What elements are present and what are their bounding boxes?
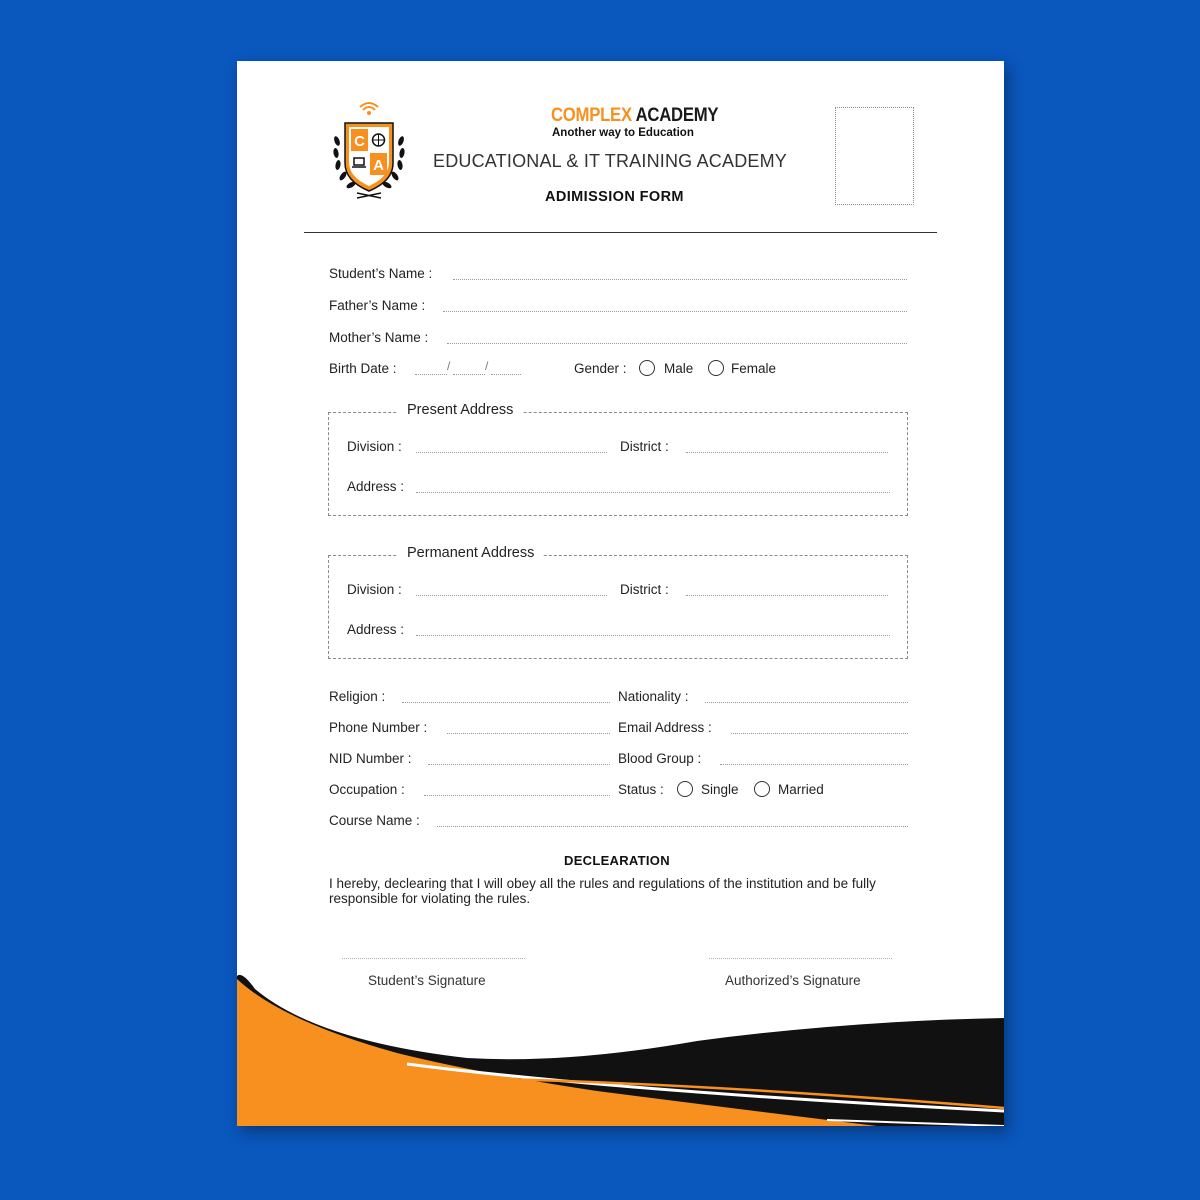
course-name-field[interactable]	[437, 826, 908, 827]
email-address-field[interactable]	[731, 733, 908, 734]
nationality-field[interactable]	[705, 702, 908, 703]
brand-name-part2: ACADEMY	[635, 105, 719, 126]
occupation-field[interactable]	[424, 795, 610, 796]
brand-name-part1: COMPLEX	[551, 105, 632, 126]
present-district-field[interactable]	[686, 452, 888, 453]
permanent-district-field[interactable]	[686, 595, 888, 596]
photo-placeholder[interactable]	[835, 107, 914, 205]
phone-number-label: Phone Number :	[329, 720, 428, 735]
gender-male-radio[interactable]	[639, 360, 655, 376]
logo-letter-a: A	[373, 157, 384, 174]
present-address-field[interactable]	[416, 492, 890, 493]
status-married-label: Married	[778, 782, 824, 797]
mother-name-label: Mother’s Name :	[329, 330, 429, 345]
present-district-label: District :	[620, 439, 669, 454]
birth-year-field[interactable]	[491, 374, 521, 375]
permanent-division-label: Division :	[347, 582, 402, 597]
nid-number-label: NID Number :	[329, 751, 412, 766]
permanent-division-field[interactable]	[416, 595, 607, 596]
occupation-label: Occupation :	[329, 782, 405, 797]
declaration-title: DECLEARATION	[564, 853, 670, 868]
authorized-signature-line[interactable]	[709, 958, 892, 959]
mother-name-field[interactable]	[447, 343, 907, 344]
permanent-address-field[interactable]	[416, 635, 890, 636]
status-label: Status :	[618, 782, 664, 797]
course-name-label: Course Name :	[329, 813, 420, 828]
status-married-radio[interactable]	[754, 781, 770, 797]
nid-number-field[interactable]	[428, 764, 610, 765]
religion-field[interactable]	[402, 702, 610, 703]
student-name-field[interactable]	[453, 279, 907, 280]
gender-female-label: Female	[731, 361, 777, 376]
gender-female-radio[interactable]	[708, 360, 724, 376]
header-divider	[304, 232, 937, 233]
gender-male-label: Male	[664, 361, 694, 376]
present-address-title: Present Address	[398, 402, 522, 418]
brand-tagline: Another way to Education	[552, 127, 694, 139]
birth-date-label: Birth Date :	[329, 361, 397, 376]
birth-day-field[interactable]	[415, 374, 447, 375]
status-single-radio[interactable]	[677, 781, 693, 797]
present-address-box	[328, 402, 908, 516]
permanent-address-title: Permanent Address	[398, 545, 543, 561]
footer-wave-decoration	[237, 961, 1004, 1126]
blood-group-label: Blood Group :	[618, 751, 702, 766]
academy-crest-logo	[329, 101, 409, 201]
student-name-label: Student’s Name :	[329, 266, 433, 281]
admission-form-sheet	[237, 61, 1004, 1126]
blood-group-field[interactable]	[720, 764, 908, 765]
gender-label: Gender :	[574, 361, 627, 376]
phone-number-field[interactable]	[447, 733, 610, 734]
father-name-label: Father’s Name :	[329, 298, 426, 313]
student-signature-line[interactable]	[342, 958, 525, 959]
birth-month-field[interactable]	[453, 374, 485, 375]
email-address-label: Email Address :	[618, 720, 712, 735]
student-signature-label: Student’s Signature	[368, 973, 486, 988]
permanent-address-box	[328, 545, 908, 659]
permanent-district-label: District :	[620, 582, 669, 597]
declaration-text: I hereby, declearing that I will obey all the rules and regulations of the institution and be fully responsible for violating the rules.	[329, 876, 876, 906]
status-single-label: Single	[701, 782, 739, 797]
nationality-label: Nationality :	[618, 689, 689, 704]
present-division-field[interactable]	[416, 452, 607, 453]
brand-name	[551, 105, 718, 127]
religion-label: Religion :	[329, 689, 386, 704]
date-separator-1: /	[447, 359, 451, 373]
authorized-signature-label: Authorized’s Signature	[725, 973, 861, 988]
date-separator-2: /	[485, 359, 489, 373]
academy-subtitle: EDUCATIONAL & IT TRAINING ACADEMY	[433, 151, 787, 171]
form-title: ADIMISSION FORM	[545, 189, 684, 205]
logo-letter-c: C	[354, 133, 365, 150]
father-name-field[interactable]	[443, 311, 907, 312]
present-address-label: Address :	[347, 479, 405, 494]
present-division-label: Division :	[347, 439, 402, 454]
permanent-address-label: Address :	[347, 622, 405, 637]
